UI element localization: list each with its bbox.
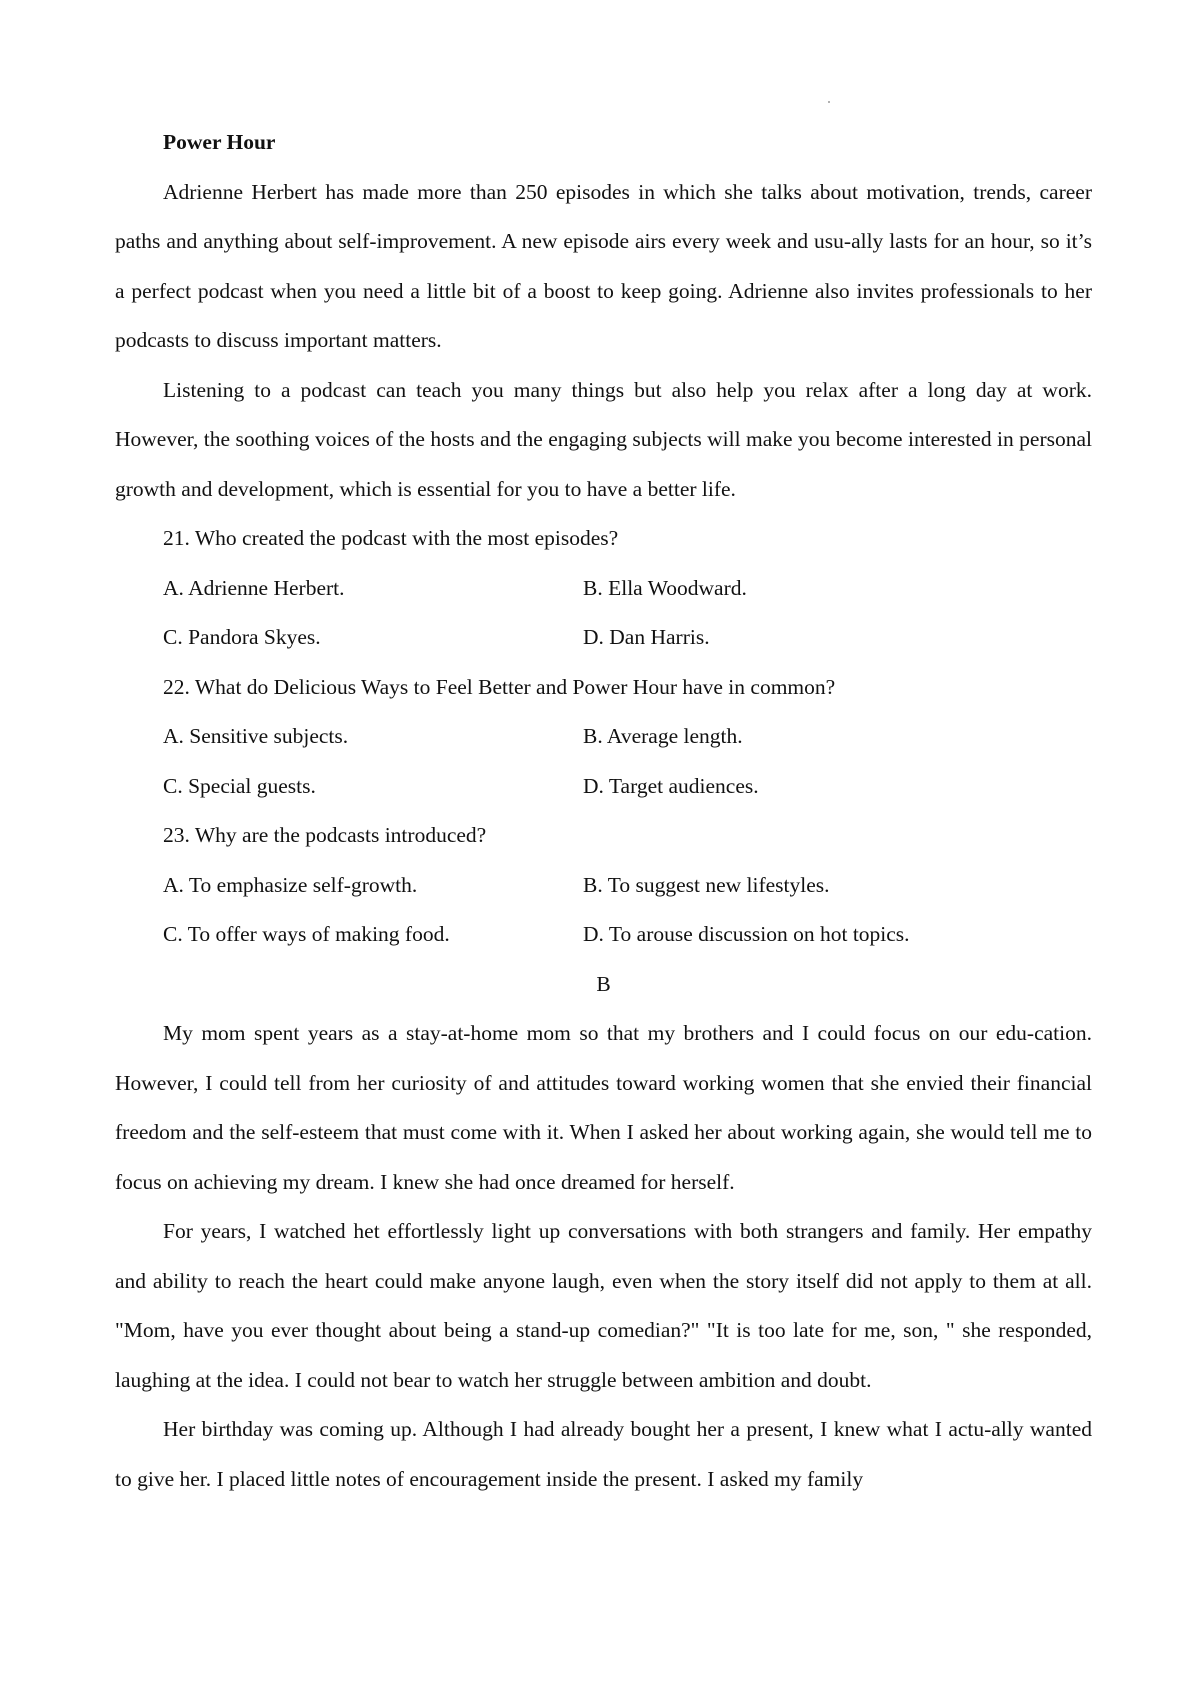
- passage-title: Power Hour: [163, 130, 276, 154]
- option-23-a: A. To emphasize self-growth.: [163, 872, 418, 897]
- option-22-a: A. Sensitive subjects.: [163, 724, 349, 748]
- option-22-c: C. Special guests.: [163, 773, 316, 798]
- option-21-b: B. Ella Woodward.: [583, 575, 747, 600]
- question-23-stem: 23. Why are the podcasts introduced?: [163, 823, 487, 847]
- passage-b-paragraph-1: My mom spent years as a stay-at-home mom so that my brothers and I could focus on our edu-cation. However, I could tell from her curiosity of and attitudes toward working women that she envied their financial freedom and the self-esteem that must come with it. When I asked her about working again, she would tell me to focus on achieving my dream. I knew she had once dreamed for herself.: [115, 1021, 1092, 1194]
- option-22-b: B. Average length.: [583, 724, 743, 748]
- option-21-a: A. Adrienne Herbert.: [163, 575, 345, 600]
- option-23-c: C. To offer ways of making food.: [163, 922, 450, 946]
- question-22-options-row-2: [115, 762, 1092, 812]
- option-22-d: D. Target audiences.: [583, 773, 759, 798]
- option-23-b: B. To suggest new lifestyles.: [583, 872, 830, 897]
- question-23-options-row-1: [115, 861, 1092, 911]
- question-22-options-row-1: [115, 712, 1092, 762]
- question-21-options-row-1: [115, 564, 1092, 614]
- section-label-b: B: [596, 971, 611, 996]
- option-21-c: C. Pandora Skyes.: [163, 625, 321, 649]
- passage-a-paragraph-2: Listening to a podcast can teach you many things but also help you relax after a long day at work. However, the soothing voices of the hosts and the engaging subjects will make you become interested in personal growth and development, which is essential for you to have a better life.: [115, 377, 1092, 501]
- option-23-d: D. To arouse discussion on hot topics.: [583, 922, 910, 946]
- question-21-options-row-2: [115, 613, 1092, 663]
- question-23-options-row-2: [115, 910, 1092, 960]
- document-page: [115, 118, 1092, 1504]
- passage-b-paragraph-3: Her birthday was coming up. Although I had already bought her a present, I knew what I actu-ally wanted to give her. I placed little notes of encouragement inside the present. I asked my family: [115, 1417, 1092, 1491]
- question-21-stem: 21. Who created the podcast with the most episodes?: [163, 526, 619, 550]
- question-22-stem: 22. What do Delicious Ways to Feel Better and Power Hour have in common?: [163, 674, 836, 699]
- scan-speck: [828, 101, 830, 103]
- option-21-d: D. Dan Harris.: [583, 625, 710, 649]
- passage-a-paragraph-1: Adrienne Herbert has made more than 250 episodes in which she talks about motivation, trends, career paths and anything about self-improvement. A new episode airs every week and usu-ally lasts for an hour, so it’s a perfect podcast when you need a little bit of a boost to keep going. Adrienne also invites professionals to her podcasts to discuss important matters.: [115, 179, 1092, 352]
- passage-b-paragraph-2: For years, I watched het effortlessly light up conversations with both strangers and family. Her empathy and ability to reach the heart could make anyone laugh, even when the story itself did not apply to them at all. "Mom, have you ever thought about being a stand-up comedian?" "It is too late for me, son, " she responded, laughing at the idea. I could not bear to watch her struggle between ambition and doubt.: [115, 1219, 1092, 1392]
